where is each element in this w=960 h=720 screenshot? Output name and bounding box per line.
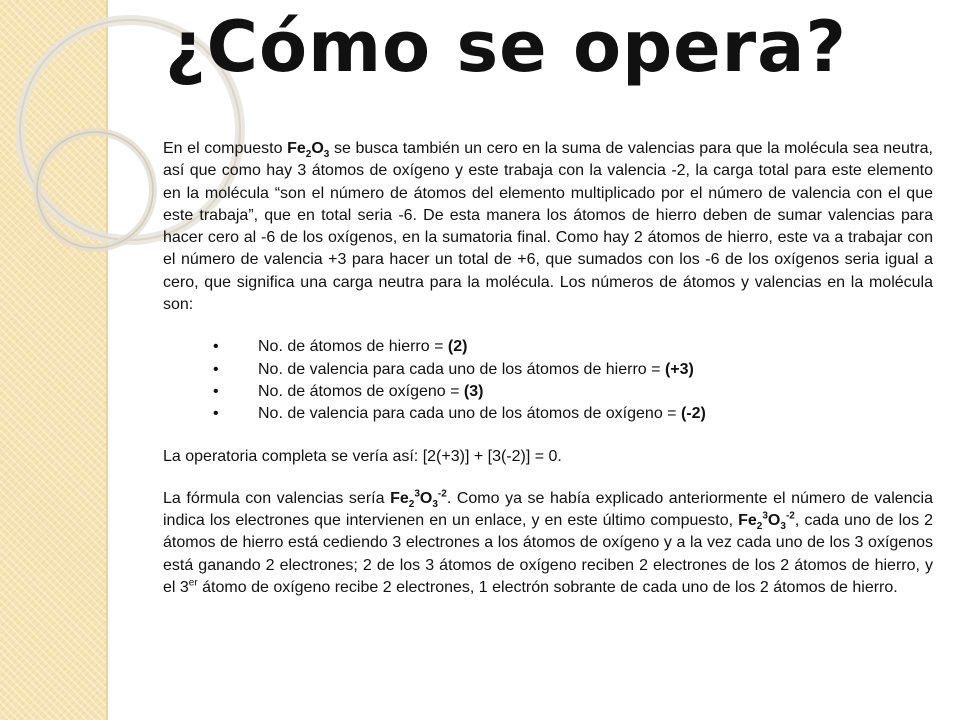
bullet-icon: • (213, 405, 219, 423)
formula-superscript: 3 (762, 510, 768, 522)
list-item-value: (-2) (680, 405, 706, 423)
paragraph-text: La fórmula con valencias sería (163, 489, 385, 507)
list-item-label: No. de valencia para cada uno de los átomos de hierro = (258, 360, 661, 378)
bullet-icon: • (213, 382, 219, 400)
list-item (163, 359, 933, 381)
formula-element-fe: Fe (390, 489, 409, 507)
bullet-icon: • (213, 338, 219, 356)
formula-with-valences (390, 488, 447, 511)
list-item-label: No. de valencia para cada uno de los átomos de oxígeno = (258, 405, 677, 423)
formula-element-o: O (419, 489, 433, 507)
formula-subscript: 2 (305, 149, 312, 161)
list-item-value: (+3) (664, 360, 694, 378)
paragraph-valence-formula (163, 488, 933, 599)
paragraph-text: . Como ya se había explicado anteriormente el número de valencia indica los electrones que intervienen en un enlace, y en este último compuesto, (163, 489, 934, 530)
paragraph-text: , cada uno de los 2 átomos de hierro está cediendo 3 electrones a los átomos de oxígeno y a la vez cada uno de los 3 oxígenos está ganando 2 electrones; 2 de los 3 átomos de oxígeno reciben 2 electrones de los 2 átomos de hierro, y el 3 (163, 512, 933, 597)
formula-subscript: 2 (756, 521, 763, 533)
intro-text-after: se busca también un cero en la suma de valencias para que la molécula sea neutra, así que como hay 3 átomos de oxígeno y este trabaja con la valencia -2, la carga total para este elemento en la molécula “son el número de átomos del elemento multiplicado por el número de valencia con el que este trabaja”, que en total seria -6. De esta manera los átomos de hierro deben de sumar valencias para hacer cero al -6 de los oxígenos, en la sumatoria final. Como hay 2 átomos de hierro, este va a trabajar con el número de valencia +3 para hacer un total de +6, que sumados con los -6 de los oxígenos seria igual a cero, que significa una carga neutra para la molécula. Los números de átomos y valencias en la molécula son: (163, 140, 934, 314)
formula-element-fe: Fe (738, 512, 757, 530)
operation-line: La operatoria completa se vería así: [2(+3)] + [3(-2)] = 0. (163, 447, 562, 465)
list-item (163, 336, 933, 358)
bullet-icon: • (213, 360, 219, 378)
formula-subscript: 3 (432, 499, 438, 511)
formula-superscript: -2 (437, 488, 447, 500)
formula-with-valences (738, 510, 795, 533)
formula-fe2o3 (287, 140, 330, 161)
formula-element-fe: Fe (287, 140, 306, 157)
intro-text-before: En el compuesto (163, 140, 283, 157)
list-item (163, 381, 933, 403)
formula-superscript: -2 (785, 510, 795, 522)
ordinal-suffix: er (188, 577, 198, 589)
formula-subscript: 2 (408, 499, 415, 511)
paragraph-intro (163, 138, 933, 316)
slide-content (163, 138, 933, 599)
list-item-value: (2) (447, 338, 468, 356)
formula-superscript: 3 (414, 488, 420, 500)
list-item-label: No. de átomos de hierro = (258, 338, 444, 356)
formula-subscript: 3 (323, 149, 330, 161)
list-item (163, 403, 933, 425)
formula-subscript: 3 (780, 521, 786, 533)
formula-element-o: O (311, 140, 324, 157)
formula-element-o: O (767, 512, 781, 530)
list-item-value: (3) (463, 382, 484, 400)
atoms-valences-list (163, 336, 933, 425)
page-title: ¿Cómo se opera? (165, 6, 848, 88)
list-item-label: No. de átomos de oxígeno = (258, 382, 460, 400)
paragraph-text: átomo de oxígeno recibe 2 electrones, 1 electrón sobrante de cada uno de los 2 átomos de hierro. (202, 579, 898, 597)
